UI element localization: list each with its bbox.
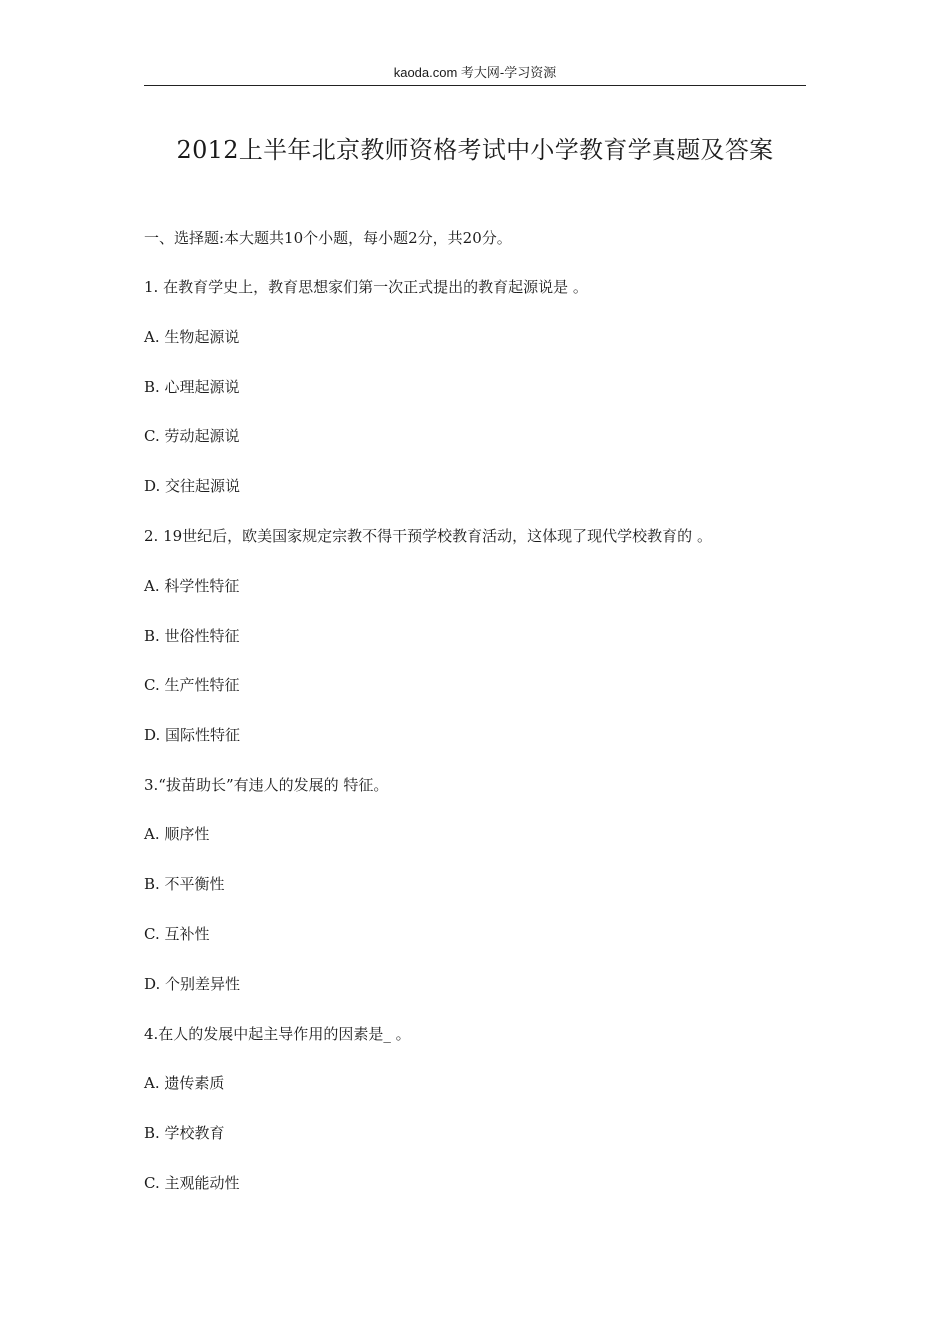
question-4-option-b: B. 学校教育 xyxy=(144,1124,225,1142)
question-2-option-d: D. 国际性特征 xyxy=(144,726,241,744)
question-4-option-a: A. 遗传素质 xyxy=(144,1074,225,1092)
question-1: 1. 在教育学史上，教育思想家们第一次正式提出的教育起源说是 。 xyxy=(144,278,588,296)
header-divider xyxy=(144,85,806,86)
header-site-text: kaoda.com 考大网-学习资源 xyxy=(393,65,557,80)
question-1-option-c: C. 劳动起源说 xyxy=(144,427,240,445)
question-1-option-d: D. 交往起源说 xyxy=(144,477,241,495)
section-heading: 一、选择题:本大题共10个小题，每小题2分，共20分。 xyxy=(144,229,512,247)
question-3: 3.“拔苗助长”有违人的发展的 特征。 xyxy=(144,776,389,794)
question-2: 2. 19世纪后，欧美国家规定宗教不得干预学校教育活动，这体现了现代学校教育的 。 xyxy=(144,527,712,545)
question-1-option-b: B. 心理起源说 xyxy=(144,378,240,396)
question-3-option-c: C. 互补性 xyxy=(144,925,210,943)
document-title: 2012上半年北京教师资格考试中小学教育学真题及答案 xyxy=(176,136,774,164)
question-2-option-b: B. 世俗性特征 xyxy=(144,627,240,645)
question-2-option-c: C. 生产性特征 xyxy=(144,676,240,694)
question-1-option-a: A. 生物起源说 xyxy=(144,328,240,346)
question-4: 4.在人的发展中起主导作用的因素是_ 。 xyxy=(144,1025,411,1043)
question-3-option-d: D. 个别差异性 xyxy=(144,975,241,993)
question-2-option-a: A. 科学性特征 xyxy=(144,577,240,595)
question-3-option-a: A. 顺序性 xyxy=(144,825,210,843)
question-3-option-b: B. 不平衡性 xyxy=(144,875,225,893)
question-4-option-c: C. 主观能动性 xyxy=(144,1174,240,1192)
